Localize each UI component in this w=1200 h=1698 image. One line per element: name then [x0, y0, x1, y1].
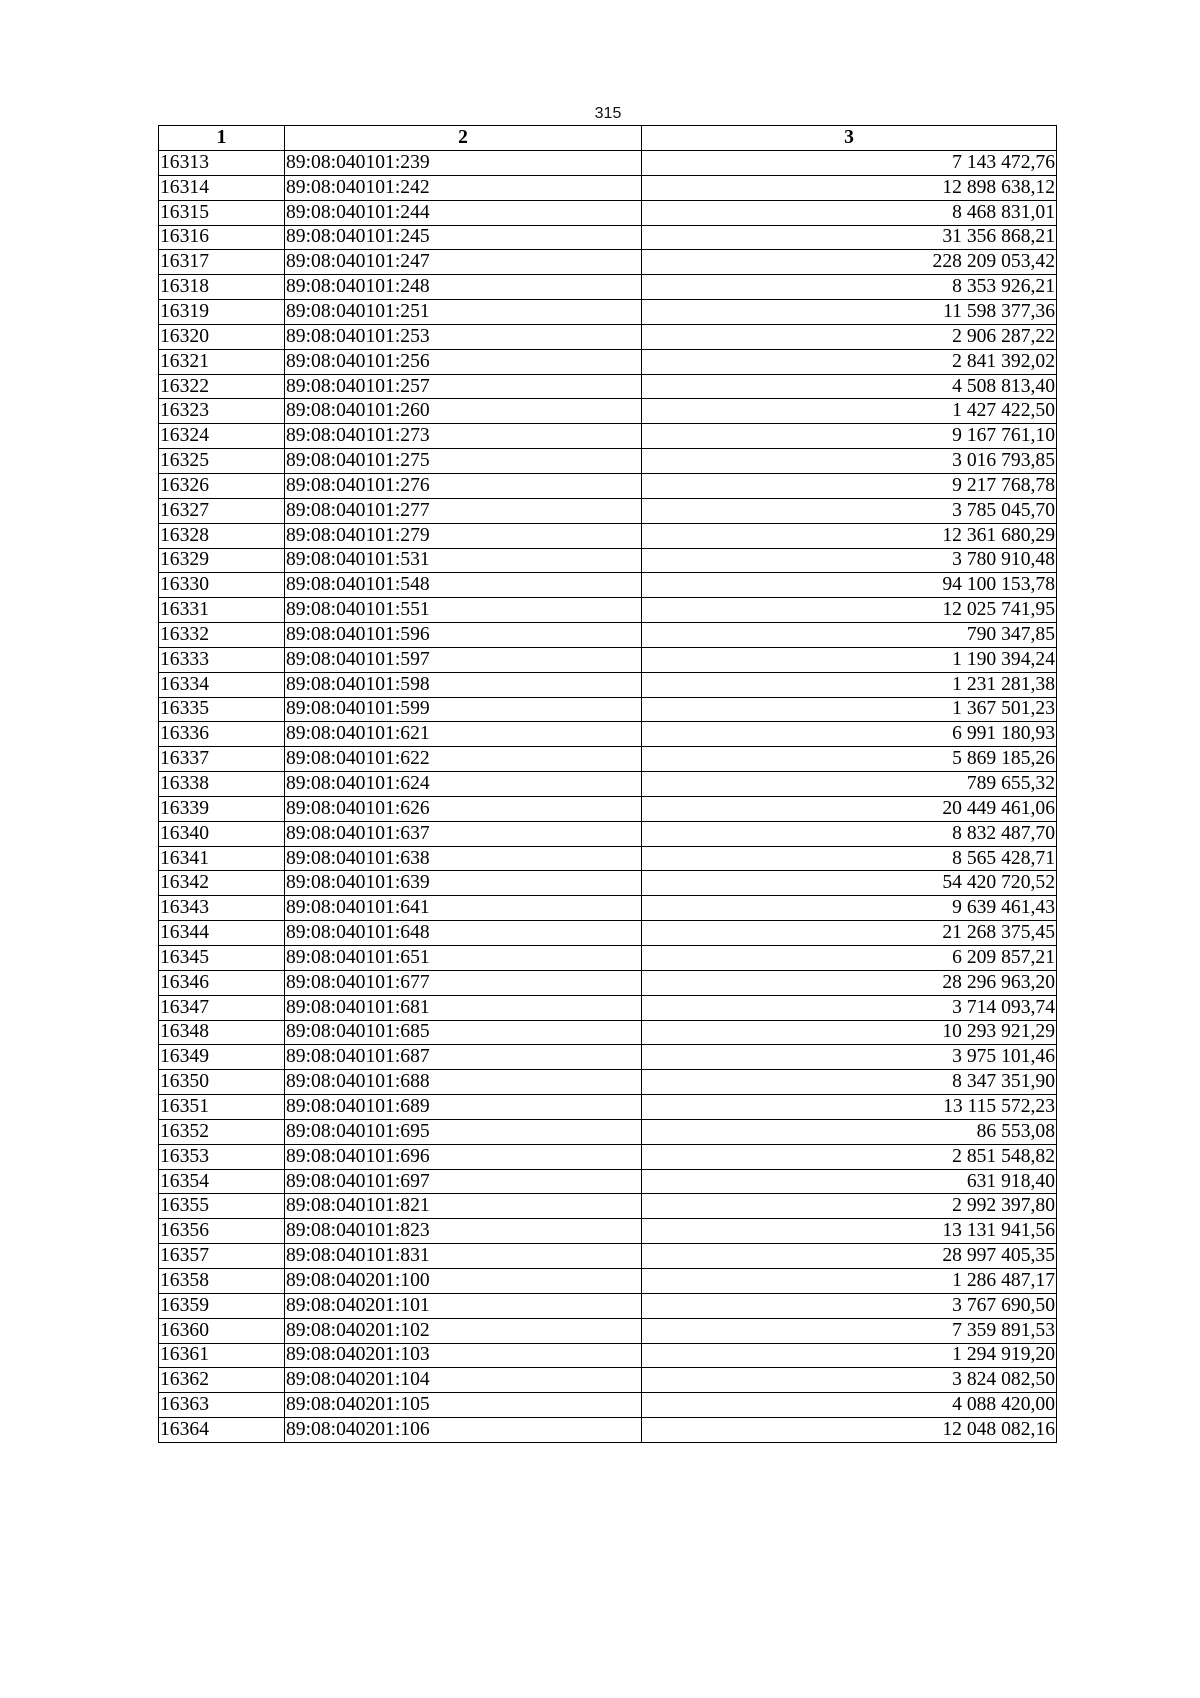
value-cell: 12 898 638,12 [642, 175, 1057, 200]
cadastral-number-cell: 89:08:040101:251 [285, 300, 642, 325]
value-cell: 3 975 101,46 [642, 1045, 1057, 1070]
table-row [159, 1343, 1057, 1368]
row-number-cell: 16317 [159, 250, 285, 275]
value-cell: 789 655,32 [642, 772, 1057, 797]
value-cell: 10 293 921,29 [642, 1020, 1057, 1045]
row-number-cell: 16340 [159, 821, 285, 846]
table-row [159, 1144, 1057, 1169]
table-row [159, 1095, 1057, 1120]
table-row [159, 324, 1057, 349]
value-cell: 28 296 963,20 [642, 970, 1057, 995]
value-cell: 1 294 919,20 [642, 1343, 1057, 1368]
cadastral-number-cell: 89:08:040101:677 [285, 970, 642, 995]
value-cell: 3 016 793,85 [642, 449, 1057, 474]
row-number-cell: 16319 [159, 300, 285, 325]
table-row [159, 647, 1057, 672]
row-number-cell: 16325 [159, 449, 285, 474]
table-row [159, 449, 1057, 474]
table-row [159, 1119, 1057, 1144]
cadastral-number-cell: 89:08:040101:531 [285, 548, 642, 573]
value-cell: 1 367 501,23 [642, 697, 1057, 722]
row-number-cell: 16344 [159, 921, 285, 946]
row-number-cell: 16356 [159, 1219, 285, 1244]
cadastral-number-cell: 89:08:040101:551 [285, 598, 642, 623]
value-cell: 12 025 741,95 [642, 598, 1057, 623]
row-number-cell: 16330 [159, 573, 285, 598]
value-cell: 54 420 720,52 [642, 871, 1057, 896]
row-number-cell: 16346 [159, 970, 285, 995]
cadastral-number-cell: 89:08:040201:101 [285, 1293, 642, 1318]
value-cell: 2 841 392,02 [642, 349, 1057, 374]
row-number-cell: 16324 [159, 424, 285, 449]
table-row [159, 424, 1057, 449]
header-row [159, 126, 1057, 151]
cadastral-number-cell: 89:08:040101:685 [285, 1020, 642, 1045]
table-row [159, 275, 1057, 300]
cadastral-number-cell: 89:08:040101:626 [285, 796, 642, 821]
table-row [159, 722, 1057, 747]
row-number-cell: 16318 [159, 275, 285, 300]
column-header-2: 2 [285, 126, 642, 151]
row-number-cell: 16329 [159, 548, 285, 573]
table-row [159, 672, 1057, 697]
value-cell: 5 869 185,26 [642, 747, 1057, 772]
row-number-cell: 16362 [159, 1368, 285, 1393]
row-number-cell: 16358 [159, 1268, 285, 1293]
table-row [159, 250, 1057, 275]
cadastral-number-cell: 89:08:040101:637 [285, 821, 642, 846]
table-row [159, 573, 1057, 598]
table-row [159, 1268, 1057, 1293]
value-cell: 8 565 428,71 [642, 846, 1057, 871]
table-row [159, 349, 1057, 374]
cadastral-number-cell: 89:08:040101:277 [285, 498, 642, 523]
row-number-cell: 16357 [159, 1244, 285, 1269]
table-row [159, 921, 1057, 946]
cadastral-number-cell: 89:08:040101:239 [285, 151, 642, 176]
table-row [159, 796, 1057, 821]
row-number-cell: 16349 [159, 1045, 285, 1070]
table-header [159, 126, 1057, 151]
value-cell: 228 209 053,42 [642, 250, 1057, 275]
value-cell: 12 361 680,29 [642, 523, 1057, 548]
column-header-3: 3 [642, 126, 1057, 151]
row-number-cell: 16327 [159, 498, 285, 523]
table-row [159, 498, 1057, 523]
table-row [159, 598, 1057, 623]
value-cell: 7 143 472,76 [642, 151, 1057, 176]
cadastral-number-cell: 89:08:040201:103 [285, 1343, 642, 1368]
row-number-cell: 16350 [159, 1070, 285, 1095]
table-row [159, 846, 1057, 871]
value-cell: 9 217 768,78 [642, 473, 1057, 498]
cadastral-number-cell: 89:08:040101:621 [285, 722, 642, 747]
value-cell: 6 991 180,93 [642, 722, 1057, 747]
value-cell: 86 553,08 [642, 1119, 1057, 1144]
page-number: 315 [594, 105, 622, 122]
cadastral-number-cell: 89:08:040101:697 [285, 1169, 642, 1194]
table-row [159, 772, 1057, 797]
value-cell: 8 353 926,21 [642, 275, 1057, 300]
cadastral-number-cell: 89:08:040201:104 [285, 1368, 642, 1393]
row-number-cell: 16354 [159, 1169, 285, 1194]
table-row [159, 1045, 1057, 1070]
cadastral-number-cell: 89:08:040101:624 [285, 772, 642, 797]
value-cell: 20 449 461,06 [642, 796, 1057, 821]
row-number-cell: 16316 [159, 225, 285, 250]
cadastral-number-cell: 89:08:040101:638 [285, 846, 642, 871]
value-cell: 94 100 153,78 [642, 573, 1057, 598]
row-number-cell: 16326 [159, 473, 285, 498]
value-cell: 2 992 397,80 [642, 1194, 1057, 1219]
cadastral-number-cell: 89:08:040101:548 [285, 573, 642, 598]
value-cell: 13 115 572,23 [642, 1095, 1057, 1120]
cadastral-number-cell: 89:08:040101:596 [285, 623, 642, 648]
cadastral-number-cell: 89:08:040101:247 [285, 250, 642, 275]
value-cell: 8 468 831,01 [642, 200, 1057, 225]
value-cell: 2 906 287,22 [642, 324, 1057, 349]
table-row [159, 1020, 1057, 1045]
row-number-cell: 16345 [159, 946, 285, 971]
value-cell: 1 286 487,17 [642, 1268, 1057, 1293]
row-number-cell: 16359 [159, 1293, 285, 1318]
row-number-cell: 16333 [159, 647, 285, 672]
row-number-cell: 16348 [159, 1020, 285, 1045]
cadastral-number-cell: 89:08:040101:260 [285, 399, 642, 424]
table-row [159, 200, 1057, 225]
row-number-cell: 16321 [159, 349, 285, 374]
cadastral-number-cell: 89:08:040201:105 [285, 1393, 642, 1418]
row-number-cell: 16347 [159, 995, 285, 1020]
table-row [159, 548, 1057, 573]
cadastral-number-cell: 89:08:040101:831 [285, 1244, 642, 1269]
table-row [159, 1418, 1057, 1443]
row-number-cell: 16364 [159, 1418, 285, 1443]
table-row [159, 697, 1057, 722]
value-cell: 4 508 813,40 [642, 374, 1057, 399]
value-cell: 1 190 394,24 [642, 647, 1057, 672]
table-row [159, 1393, 1057, 1418]
row-number-cell: 16361 [159, 1343, 285, 1368]
value-cell: 21 268 375,45 [642, 921, 1057, 946]
cadastral-number-cell: 89:08:040101:598 [285, 672, 642, 697]
row-number-cell: 16352 [159, 1119, 285, 1144]
table-row [159, 374, 1057, 399]
table-row [159, 1219, 1057, 1244]
table-row [159, 225, 1057, 250]
table-row [159, 623, 1057, 648]
row-number-cell: 16339 [159, 796, 285, 821]
column-header-1: 1 [159, 126, 285, 151]
value-cell: 8 347 351,90 [642, 1070, 1057, 1095]
row-number-cell: 16360 [159, 1318, 285, 1343]
table-row [159, 175, 1057, 200]
cadastral-number-cell: 89:08:040101:244 [285, 200, 642, 225]
row-number-cell: 16336 [159, 722, 285, 747]
table-row [159, 1194, 1057, 1219]
cadastral-number-cell: 89:08:040101:648 [285, 921, 642, 946]
cadastral-number-cell: 89:08:040101:248 [285, 275, 642, 300]
value-cell: 6 209 857,21 [642, 946, 1057, 971]
row-number-cell: 16322 [159, 374, 285, 399]
value-cell: 4 088 420,00 [642, 1393, 1057, 1418]
table-row [159, 946, 1057, 971]
value-cell: 7 359 891,53 [642, 1318, 1057, 1343]
cadastral-number-cell: 89:08:040101:597 [285, 647, 642, 672]
row-number-cell: 16323 [159, 399, 285, 424]
row-number-cell: 16355 [159, 1194, 285, 1219]
row-number-cell: 16337 [159, 747, 285, 772]
row-number-cell: 16353 [159, 1144, 285, 1169]
table-row [159, 1293, 1057, 1318]
table-row [159, 399, 1057, 424]
row-number-cell: 16334 [159, 672, 285, 697]
row-number-cell: 16335 [159, 697, 285, 722]
table-row [159, 473, 1057, 498]
table-row [159, 1368, 1057, 1393]
value-cell: 1 427 422,50 [642, 399, 1057, 424]
row-number-cell: 16328 [159, 523, 285, 548]
data-table [158, 125, 1057, 1443]
cadastral-number-cell: 89:08:040101:821 [285, 1194, 642, 1219]
cadastral-number-cell: 89:08:040101:689 [285, 1095, 642, 1120]
table-row [159, 300, 1057, 325]
cadastral-number-cell: 89:08:040101:823 [285, 1219, 642, 1244]
row-number-cell: 16343 [159, 896, 285, 921]
cadastral-number-cell: 89:08:040101:687 [285, 1045, 642, 1070]
table-row [159, 871, 1057, 896]
value-cell: 13 131 941,56 [642, 1219, 1057, 1244]
value-cell: 9 167 761,10 [642, 424, 1057, 449]
value-cell: 8 832 487,70 [642, 821, 1057, 846]
table-body [159, 151, 1057, 1443]
value-cell: 1 231 281,38 [642, 672, 1057, 697]
row-number-cell: 16351 [159, 1095, 285, 1120]
cadastral-number-cell: 89:08:040101:639 [285, 871, 642, 896]
cadastral-number-cell: 89:08:040101:696 [285, 1144, 642, 1169]
value-cell: 790 347,85 [642, 623, 1057, 648]
table-row [159, 1244, 1057, 1269]
table-row [159, 970, 1057, 995]
cadastral-number-cell: 89:08:040101:276 [285, 473, 642, 498]
cadastral-number-cell: 89:08:040201:102 [285, 1318, 642, 1343]
row-number-cell: 16332 [159, 623, 285, 648]
cadastral-number-cell: 89:08:040101:275 [285, 449, 642, 474]
table-row [159, 747, 1057, 772]
cadastral-number-cell: 89:08:040101:273 [285, 424, 642, 449]
value-cell: 3 824 082,50 [642, 1368, 1057, 1393]
row-number-cell: 16320 [159, 324, 285, 349]
table-row [159, 995, 1057, 1020]
row-number-cell: 16341 [159, 846, 285, 871]
table-row [159, 821, 1057, 846]
cadastral-number-cell: 89:08:040101:695 [285, 1119, 642, 1144]
row-number-cell: 16314 [159, 175, 285, 200]
value-cell: 3 785 045,70 [642, 498, 1057, 523]
cadastral-number-cell: 89:08:040101:681 [285, 995, 642, 1020]
cadastral-number-cell: 89:08:040101:622 [285, 747, 642, 772]
row-number-cell: 16313 [159, 151, 285, 176]
value-cell: 28 997 405,35 [642, 1244, 1057, 1269]
cadastral-number-cell: 89:08:040101:279 [285, 523, 642, 548]
value-cell: 31 356 868,21 [642, 225, 1057, 250]
row-number-cell: 16338 [159, 772, 285, 797]
table-row [159, 151, 1057, 176]
value-cell: 631 918,40 [642, 1169, 1057, 1194]
cadastral-number-cell: 89:08:040101:242 [285, 175, 642, 200]
cadastral-number-cell: 89:08:040101:253 [285, 324, 642, 349]
cadastral-number-cell: 89:08:040101:651 [285, 946, 642, 971]
cadastral-number-cell: 89:08:040201:106 [285, 1418, 642, 1443]
value-cell: 11 598 377,36 [642, 300, 1057, 325]
value-cell: 3 714 093,74 [642, 995, 1057, 1020]
table-row [159, 1070, 1057, 1095]
cadastral-number-cell: 89:08:040101:256 [285, 349, 642, 374]
row-number-cell: 16331 [159, 598, 285, 623]
table-row [159, 896, 1057, 921]
row-number-cell: 16315 [159, 200, 285, 225]
table-row [159, 1318, 1057, 1343]
table-row [159, 1169, 1057, 1194]
cadastral-number-cell: 89:08:040101:599 [285, 697, 642, 722]
value-cell: 3 780 910,48 [642, 548, 1057, 573]
row-number-cell: 16363 [159, 1393, 285, 1418]
value-cell: 12 048 082,16 [642, 1418, 1057, 1443]
cadastral-number-cell: 89:08:040201:100 [285, 1268, 642, 1293]
value-cell: 2 851 548,82 [642, 1144, 1057, 1169]
row-number-cell: 16342 [159, 871, 285, 896]
cadastral-number-cell: 89:08:040101:688 [285, 1070, 642, 1095]
cadastral-number-cell: 89:08:040101:245 [285, 225, 642, 250]
cadastral-number-cell: 89:08:040101:641 [285, 896, 642, 921]
value-cell: 3 767 690,50 [642, 1293, 1057, 1318]
value-cell: 9 639 461,43 [642, 896, 1057, 921]
table-row [159, 523, 1057, 548]
cadastral-number-cell: 89:08:040101:257 [285, 374, 642, 399]
